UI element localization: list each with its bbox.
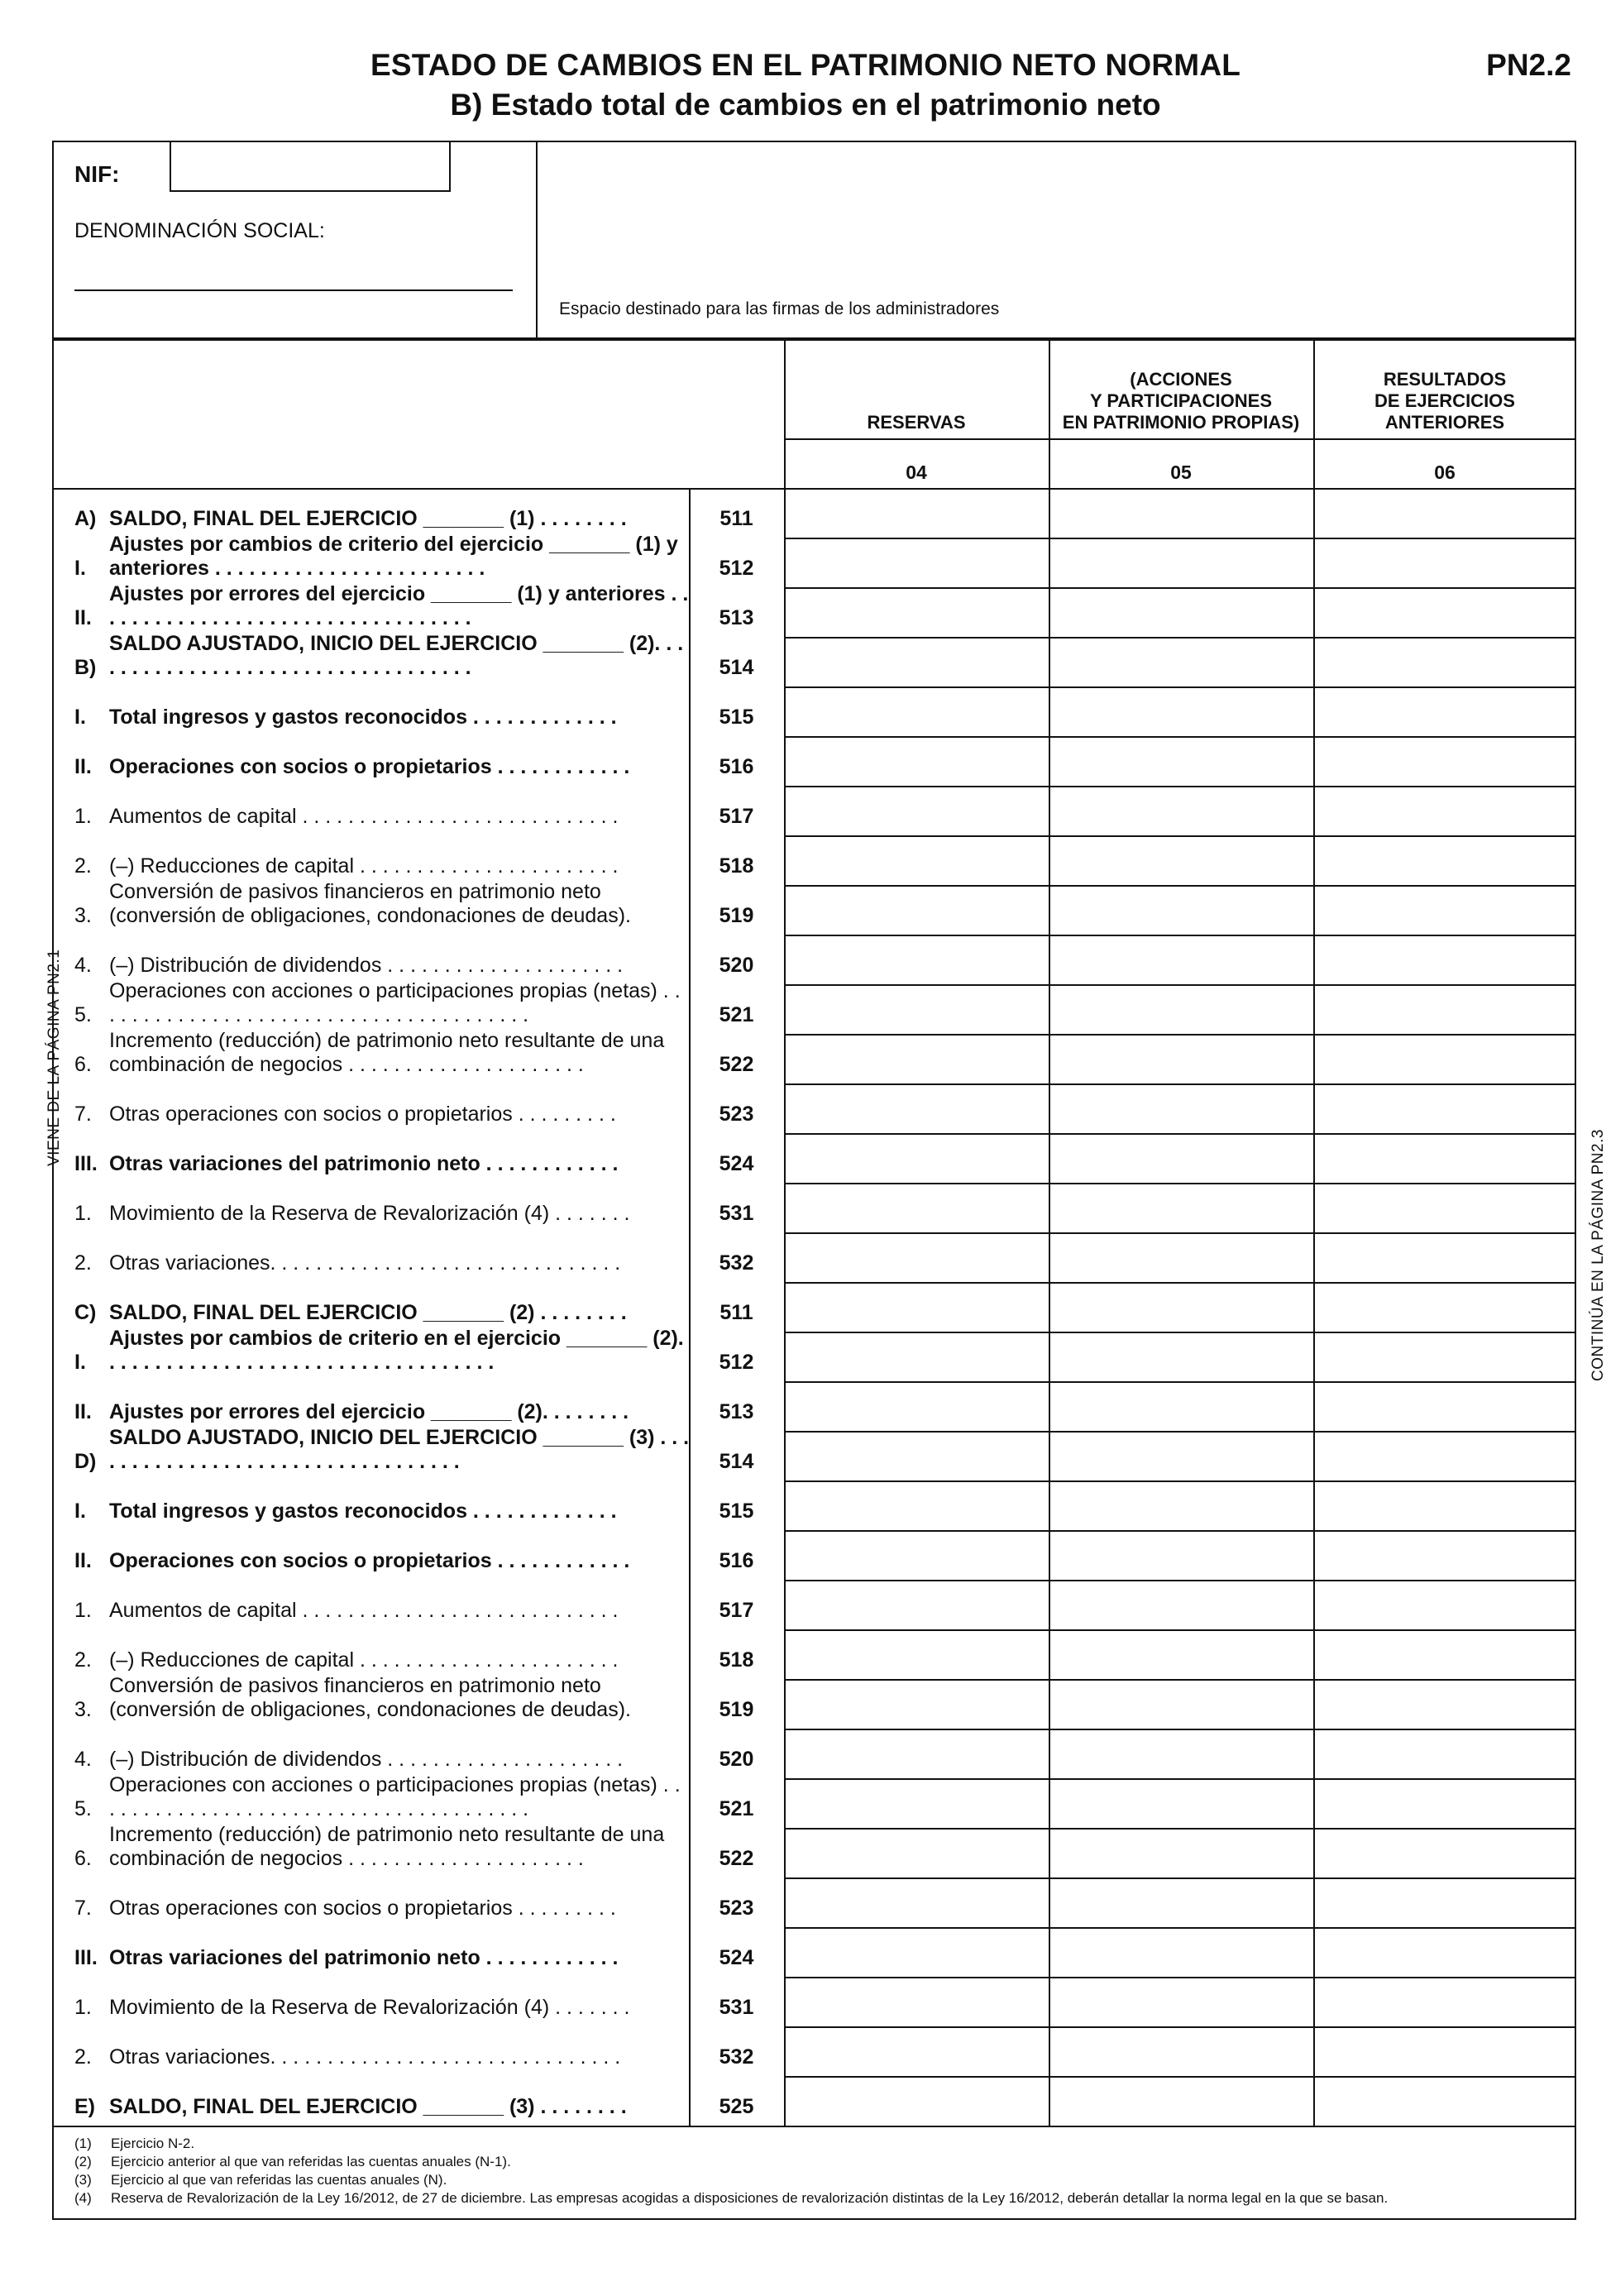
row-marker: 2.	[74, 2045, 92, 2069]
column-number-04: 04	[906, 462, 927, 483]
row-label	[74, 1029, 691, 1077]
row-text: Total ingresos y gastos reconocidos . . . . . . . . . . . . .	[109, 1500, 617, 1523]
row-code: 520	[719, 954, 754, 977]
amount-cell[interactable]	[1050, 986, 1313, 1034]
amount-cell[interactable]	[1315, 1284, 1576, 1332]
row-code: 518	[719, 854, 754, 878]
row-marker: II.	[74, 606, 92, 629]
row-code: 521	[719, 1003, 754, 1026]
row-label	[74, 1599, 691, 1623]
table-row	[52, 1580, 784, 1629]
amount-cell[interactable]	[1050, 1085, 1313, 1133]
row-text: Incremento (reducción) de patrimonio neto resultante de una combinación de negocios . . . . . . . . . . . . . . . . . . . . .	[109, 1029, 665, 1076]
nif-label: NIF:	[74, 161, 120, 187]
amount-cell[interactable]	[1050, 1284, 1313, 1332]
amount-cell[interactable]	[1315, 639, 1576, 686]
side-note-right: CONTINÚA EN LA PÁGINA PN2.3	[1589, 1129, 1607, 1381]
column-header-resultados: RESULTADOS DE EJERCICIOS ANTERIORES	[1374, 369, 1515, 433]
row-label	[74, 1327, 691, 1375]
table-row	[52, 1530, 784, 1580]
amount-cell[interactable]	[1050, 1333, 1313, 1381]
table-row	[52, 1327, 784, 1381]
row-text: Operaciones con acciones o participaciones propias (netas) . . . . . . . . . . . . . . . . . . . . . . . . . . . . . . . . . . . . . . .	[109, 979, 681, 1026]
amount-cell[interactable]	[786, 887, 1049, 935]
table-row	[52, 1773, 784, 1828]
amount-cell[interactable]	[786, 1184, 1049, 1232]
row-text: Ajustes por errores del ejercicio _______ (2). . . . . . . .	[109, 1400, 629, 1423]
row-label	[74, 2095, 691, 2119]
amount-cell[interactable]	[786, 1135, 1049, 1183]
row-label	[74, 1251, 691, 1275]
column-header-acciones: (ACCIONES Y PARTICIPACIONES EN PATRIMONIO PROPIAS)	[1062, 369, 1300, 433]
amount-cell[interactable]	[1050, 2028, 1313, 2076]
amount-cell[interactable]	[1315, 1730, 1576, 1778]
row-label	[74, 1748, 691, 1772]
row-text: Conversión de pasivos financieros en patrimonio neto (conversión de obligaciones, condonaciones de deudas).	[109, 880, 631, 927]
amount-cell[interactable]	[1315, 490, 1576, 538]
table-row	[52, 1823, 784, 1877]
row-text: Otras operaciones con socios o propietarios . . . . . . . . .	[109, 1897, 616, 1920]
denominacion-label: DENOMINACIÓN SOCIAL:	[74, 219, 325, 242]
amount-cell[interactable]	[1315, 787, 1576, 835]
header-rule	[52, 339, 1576, 341]
row-label	[74, 1152, 691, 1176]
table-row	[52, 880, 784, 935]
amount-cell[interactable]	[786, 986, 1049, 1034]
amount-cell[interactable]	[1050, 1234, 1313, 1282]
column-number-06: 06	[1434, 462, 1456, 483]
firmas-label: Espacio destinado para las firmas de los administradores	[559, 299, 1000, 318]
table-row	[52, 686, 784, 736]
amount-cell[interactable]	[1315, 2028, 1576, 2076]
row-label	[74, 1996, 691, 2020]
row-text: Otras variaciones. . . . . . . . . . . . . . . . . . . . . . . . . . . . . . .	[109, 1251, 621, 1275]
amount-cell[interactable]	[1050, 1135, 1313, 1183]
row-label	[74, 880, 691, 928]
row-marker: I.	[74, 1500, 86, 1523]
row-marker: I.	[74, 706, 86, 729]
row-text: (–) Distribución de dividendos . . . . . . . . . . . . . . . . . . . . .	[109, 954, 624, 977]
row-text: Incremento (reducción) de patrimonio neto resultante de una combinación de negocios . . . . . . . . . . . . . . . . . . . . .	[109, 1823, 665, 1870]
row-text: Operaciones con socios o propietarios . . . . . . . . . . . .	[109, 755, 630, 778]
row-label	[74, 1897, 691, 1921]
row-marker: 1.	[74, 1599, 92, 1622]
amount-cell[interactable]	[1050, 1681, 1313, 1729]
row-code: 513	[719, 606, 754, 629]
row-label	[74, 1674, 691, 1722]
row-code: 512	[719, 1351, 754, 1374]
table-row	[52, 533, 784, 587]
row-label	[74, 1549, 691, 1573]
row-label	[74, 1500, 691, 1523]
amount-cell[interactable]	[786, 1929, 1049, 1977]
footnote-number: (1)	[74, 2136, 92, 2151]
table-row	[52, 1877, 784, 1927]
amount-cell[interactable]	[1050, 589, 1313, 637]
amount-cell[interactable]	[786, 738, 1049, 786]
row-marker: D)	[74, 1450, 97, 1473]
amount-cell[interactable]	[786, 1383, 1049, 1431]
amount-cell[interactable]	[786, 2078, 1049, 2126]
row-code: 521	[719, 1797, 754, 1820]
row-text: Otras variaciones del patrimonio neto . . . . . . . . . . . .	[109, 1152, 619, 1175]
row-text: Total ingresos y gastos reconocidos . . . . . . . . . . . . .	[109, 706, 617, 729]
row-marker: 7.	[74, 1897, 92, 1920]
amount-cell[interactable]	[1050, 1482, 1313, 1530]
amount-cell[interactable]	[786, 1234, 1049, 1282]
table-row	[52, 488, 784, 538]
table-row	[52, 1426, 784, 1480]
amount-cell[interactable]	[1315, 1681, 1576, 1729]
amount-cell[interactable]	[786, 490, 1049, 538]
amount-cell[interactable]	[786, 1581, 1049, 1629]
row-text: (–) Distribución de dividendos . . . . . . . . . . . . . . . . . . . . .	[109, 1748, 624, 1771]
column-header-reservas: RESERVAS	[867, 412, 966, 433]
amount-cell[interactable]	[1050, 1383, 1313, 1431]
amount-cell[interactable]	[1315, 1135, 1576, 1183]
amount-cell[interactable]	[1050, 837, 1313, 885]
row-label	[74, 2045, 691, 2069]
row-text: Conversión de pasivos financieros en patrimonio neto (conversión de obligaciones, condonaciones de deudas).	[109, 1674, 631, 1721]
row-label	[74, 755, 691, 779]
row-code: 531	[719, 1202, 754, 1225]
row-label	[74, 1202, 691, 1226]
row-text: Ajustes por errores del ejercicio _______ (1) y anteriores . . . . . . . . . . . . . . . . . . . . . . . . . . . . . . . . . .	[109, 582, 689, 629]
amount-cell[interactable]	[786, 787, 1049, 835]
amount-cell[interactable]	[786, 1284, 1049, 1332]
amount-cell[interactable]	[1315, 1978, 1576, 2026]
row-code: 523	[719, 1103, 754, 1126]
row-code: 518	[719, 1648, 754, 1672]
amount-cell[interactable]	[1050, 1780, 1313, 1828]
row-marker: 1.	[74, 805, 92, 828]
amount-cell[interactable]	[786, 1085, 1049, 1133]
amount-cell[interactable]	[786, 1780, 1049, 1828]
amount-cell[interactable]	[1315, 986, 1576, 1034]
row-marker: 2.	[74, 1648, 92, 1672]
row-code: 517	[719, 805, 754, 828]
row-marker: 4.	[74, 954, 92, 977]
amount-cell[interactable]	[1315, 1631, 1576, 1679]
amount-cell[interactable]	[786, 2028, 1049, 2076]
row-label	[74, 632, 691, 680]
footnote-text: Ejercicio N-2.	[111, 2136, 195, 2151]
row-code: 524	[719, 1946, 754, 1969]
row-label	[74, 854, 691, 878]
row-label	[74, 533, 691, 581]
amount-cell[interactable]	[786, 1036, 1049, 1083]
amount-cell[interactable]	[1315, 1383, 1576, 1431]
row-text: Otras variaciones. . . . . . . . . . . . . . . . . . . . . . . . . . . . . . .	[109, 2045, 621, 2069]
amount-cell[interactable]	[1315, 1085, 1576, 1133]
column-header-rule	[784, 438, 1576, 440]
row-marker: A)	[74, 507, 97, 530]
page-subtitle: B) Estado total de cambios en el patrimonio neto	[450, 88, 1161, 122]
row-text: SALDO, FINAL DEL EJERCICIO _______ (2) . . . . . . . .	[109, 1301, 627, 1324]
table-row	[52, 736, 784, 786]
row-text: (–) Reducciones de capital . . . . . . . . . . . . . . . . . . . . . . .	[109, 1648, 619, 1672]
page-title: ESTADO DE CAMBIOS EN EL PATRIMONIO NETO NORMAL	[370, 48, 1241, 82]
row-marker: 5.	[74, 1003, 92, 1026]
row-marker: 1.	[74, 1202, 92, 1225]
amount-cell[interactable]	[1315, 1482, 1576, 1530]
row-marker: II.	[74, 1549, 92, 1572]
table-row	[52, 1729, 784, 1778]
amount-cell[interactable]	[786, 1978, 1049, 2026]
amount-cell[interactable]	[786, 936, 1049, 984]
amount-cell[interactable]	[1315, 1433, 1576, 1480]
header-divider	[536, 141, 538, 339]
row-marker: C)	[74, 1301, 97, 1324]
row-marker: E)	[74, 2095, 95, 2118]
row-text: Ajustes por cambios de criterio del ejercicio _______ (1) y anteriores . . . . . . . . . . . . . . . . . . . . . . . .	[109, 533, 678, 580]
amount-cell[interactable]	[1315, 1184, 1576, 1232]
amount-cell[interactable]	[1315, 1036, 1576, 1083]
row-label	[74, 1426, 691, 1474]
side-note-left: VIENE DE LA PÁGINA PN2.1	[45, 949, 63, 1166]
row-label	[74, 1946, 691, 1970]
amount-cell[interactable]	[1050, 1581, 1313, 1629]
amount-cell[interactable]	[1050, 539, 1313, 587]
row-marker: 7.	[74, 1103, 92, 1126]
row-code: 520	[719, 1748, 754, 1771]
amount-cell[interactable]	[1050, 1830, 1313, 1877]
row-code: 524	[719, 1152, 754, 1175]
amount-cell[interactable]	[786, 1681, 1049, 1729]
row-code: 516	[719, 1549, 754, 1572]
row-code: 513	[719, 1400, 754, 1423]
row-marker: I.	[74, 1351, 86, 1374]
row-label	[74, 1103, 691, 1126]
amount-cell[interactable]	[786, 539, 1049, 587]
row-text: Movimiento de la Reserva de Revalorización (4) . . . . . . .	[109, 1996, 630, 2019]
row-code: 511	[719, 507, 753, 530]
row-text: (–) Reducciones de capital . . . . . . . . . . . . . . . . . . . . . . .	[109, 854, 619, 878]
row-marker: III.	[74, 1152, 98, 1175]
row-text: Ajustes por cambios de criterio en el ejercicio _______ (2). . . . . . . . . . . . . . . . . . . . . . . . . . . . . . . . . . .	[109, 1327, 684, 1374]
row-text: Movimiento de la Reserva de Revalorización (4) . . . . . . .	[109, 1202, 630, 1225]
row-label	[74, 1648, 691, 1672]
row-label	[74, 1773, 691, 1821]
row-label	[74, 1400, 691, 1424]
amount-cell[interactable]	[1315, 1234, 1576, 1282]
nif-input[interactable]	[170, 141, 451, 192]
table-row	[52, 1927, 784, 1977]
table-bottom-rule	[52, 2126, 1576, 2127]
table-row	[52, 632, 784, 686]
row-code: 515	[719, 1500, 754, 1523]
denominacion-input[interactable]	[74, 289, 513, 291]
row-text: SALDO AJUSTADO, INICIO DEL EJERCICIO _______ (2). . . . . . . . . . . . . . . . . . . . . . . . . . . . . . . . . . .	[109, 632, 684, 679]
row-text: Aumentos de capital . . . . . . . . . . . . . . . . . . . . . . . . . . . .	[109, 805, 619, 828]
amount-cell[interactable]	[1315, 887, 1576, 935]
amount-cell[interactable]	[1050, 2078, 1313, 2126]
footnote-text: Reserva de Revalorización de la Ley 16/2012, de 27 de diciembre. Las empresas acogidas a disposiciones de revalorización distintas de la Ley 16/2012, deberán detallar la norma legal en la que se basan.	[111, 2190, 1389, 2206]
table-row	[52, 979, 784, 1034]
amount-cell[interactable]	[1315, 1830, 1576, 1877]
row-code: 519	[719, 1698, 754, 1721]
amount-cell[interactable]	[786, 589, 1049, 637]
row-marker: 6.	[74, 1053, 92, 1076]
table-row	[52, 1183, 784, 1232]
row-marker: 3.	[74, 904, 92, 927]
footnote-number: (3)	[74, 2172, 92, 2188]
row-label	[74, 507, 691, 531]
amount-cell[interactable]	[786, 1730, 1049, 1778]
amount-cell[interactable]	[786, 1879, 1049, 1927]
row-code: 522	[719, 1847, 754, 1870]
table-row	[52, 935, 784, 984]
footnote-text: Ejercicio anterior al que van referidas las cuentas anuales (N-1).	[111, 2154, 511, 2169]
row-code: 523	[719, 1897, 754, 1920]
row-label	[74, 954, 691, 978]
amount-cell[interactable]	[786, 1631, 1049, 1679]
row-code: 522	[719, 1053, 754, 1076]
row-marker: 4.	[74, 1748, 92, 1771]
amount-cell[interactable]	[1315, 688, 1576, 736]
column-number-05: 05	[1170, 462, 1192, 483]
amount-cell[interactable]	[1050, 936, 1313, 984]
table-row	[52, 1480, 784, 1530]
row-marker: III.	[74, 1946, 98, 1969]
amount-cell[interactable]	[1315, 837, 1576, 885]
row-code: 511	[719, 1301, 753, 1324]
row-code: 515	[719, 706, 754, 729]
row-text: Operaciones con acciones o participaciones propias (netas) . . . . . . . . . . . . . . . . . . . . . . . . . . . . . . . . . . . . . . .	[109, 1773, 681, 1820]
amount-cell[interactable]	[1050, 787, 1313, 835]
amount-cell[interactable]	[786, 837, 1049, 885]
row-marker: II.	[74, 755, 92, 778]
amount-cell[interactable]	[786, 1830, 1049, 1877]
row-label	[74, 582, 691, 630]
amount-cell[interactable]	[1315, 936, 1576, 984]
row-code: 519	[719, 904, 754, 927]
amount-cell[interactable]	[1050, 639, 1313, 686]
row-label	[74, 979, 691, 1027]
table-row	[52, 582, 784, 637]
table-row	[52, 1629, 784, 1679]
row-label	[74, 805, 691, 829]
row-text: Otras variaciones del patrimonio neto . . . . . . . . . . . .	[109, 1946, 619, 1969]
row-marker: 3.	[74, 1698, 92, 1721]
row-marker: 5.	[74, 1797, 92, 1820]
row-text: SALDO, FINAL DEL EJERCICIO _______ (3) . . . . . . . .	[109, 2095, 627, 2118]
amount-cell[interactable]	[1315, 2078, 1576, 2126]
amount-cell[interactable]	[1315, 1929, 1576, 1977]
table-row	[52, 2076, 784, 2126]
row-text: Operaciones con socios o propietarios . . . . . . . . . . . .	[109, 1549, 630, 1572]
row-marker: B)	[74, 656, 97, 679]
footnote-number: (2)	[74, 2154, 92, 2169]
amount-cell[interactable]	[1050, 688, 1313, 736]
row-code: 532	[719, 1251, 754, 1275]
amount-cell[interactable]	[1315, 738, 1576, 786]
table-row	[52, 1674, 784, 1729]
amount-cell[interactable]	[786, 639, 1049, 686]
amount-cell[interactable]	[786, 1532, 1049, 1580]
table-row	[52, 1977, 784, 2026]
row-marker: 2.	[74, 854, 92, 878]
table-row	[52, 1083, 784, 1133]
row-code: 532	[719, 2045, 754, 2069]
amount-cell[interactable]	[1050, 1978, 1313, 2026]
row-marker: 1.	[74, 1996, 92, 2019]
amount-cell[interactable]	[1050, 490, 1313, 538]
table-row	[52, 1029, 784, 1083]
table-row	[52, 1232, 784, 1282]
row-code: 525	[719, 2095, 754, 2118]
amount-cell[interactable]	[1050, 1929, 1313, 1977]
row-code: 514	[719, 1450, 754, 1473]
amount-cell[interactable]	[1050, 1433, 1313, 1480]
table-row	[52, 835, 784, 885]
amount-cell[interactable]	[1050, 1631, 1313, 1679]
table-row	[52, 1282, 784, 1332]
row-label	[74, 706, 691, 729]
footnote-text: Ejercicio al que van referidas las cuentas anuales (N).	[111, 2172, 447, 2188]
amount-cell[interactable]	[786, 688, 1049, 736]
row-code: 531	[719, 1996, 754, 2019]
amount-cell[interactable]	[786, 1482, 1049, 1530]
amount-cell[interactable]	[786, 1433, 1049, 1480]
row-marker: 2.	[74, 1251, 92, 1275]
row-text: Otras operaciones con socios o propietarios . . . . . . . . .	[109, 1103, 616, 1126]
amount-cell[interactable]	[1315, 539, 1576, 587]
amount-cell[interactable]	[1050, 887, 1313, 935]
table-row	[52, 1381, 784, 1431]
amount-cell[interactable]	[1050, 1036, 1313, 1083]
amount-cell[interactable]	[1050, 1532, 1313, 1580]
table-row	[52, 1133, 784, 1183]
row-code: 516	[719, 755, 754, 778]
row-code: 514	[719, 656, 754, 679]
amount-cell[interactable]	[786, 1333, 1049, 1381]
amount-cell[interactable]	[1315, 1879, 1576, 1927]
amount-cell[interactable]	[1315, 1532, 1576, 1580]
amount-cell[interactable]	[1050, 1184, 1313, 1232]
row-marker: I.	[74, 557, 86, 580]
row-marker: II.	[74, 1400, 92, 1423]
amount-cell[interactable]	[1315, 589, 1576, 637]
row-text: SALDO AJUSTADO, INICIO DEL EJERCICIO _______ (3) . . . . . . . . . . . . . . . . . . . . . . . . . . . . . . . . . .	[109, 1426, 690, 1473]
amount-cell[interactable]	[1050, 1730, 1313, 1778]
amount-cell[interactable]	[1315, 1780, 1576, 1828]
row-marker: 6.	[74, 1847, 92, 1870]
footnote-number: (4)	[74, 2190, 92, 2206]
amount-cell[interactable]	[1315, 1333, 1576, 1381]
row-code: 512	[719, 557, 754, 580]
table-row	[52, 2026, 784, 2076]
row-label	[74, 1823, 691, 1871]
row-label	[74, 1301, 691, 1325]
amount-cell[interactable]	[1050, 738, 1313, 786]
row-text: Aumentos de capital . . . . . . . . . . . . . . . . . . . . . . . . . . . .	[109, 1599, 619, 1622]
amount-cell[interactable]	[1315, 1581, 1576, 1629]
row-code: 517	[719, 1599, 754, 1622]
form-code: PN2.2	[1486, 48, 1571, 82]
amount-cell[interactable]	[1050, 1879, 1313, 1927]
row-text: SALDO, FINAL DEL EJERCICIO _______ (1) . . . . . . . .	[109, 507, 627, 530]
table-row	[52, 786, 784, 835]
